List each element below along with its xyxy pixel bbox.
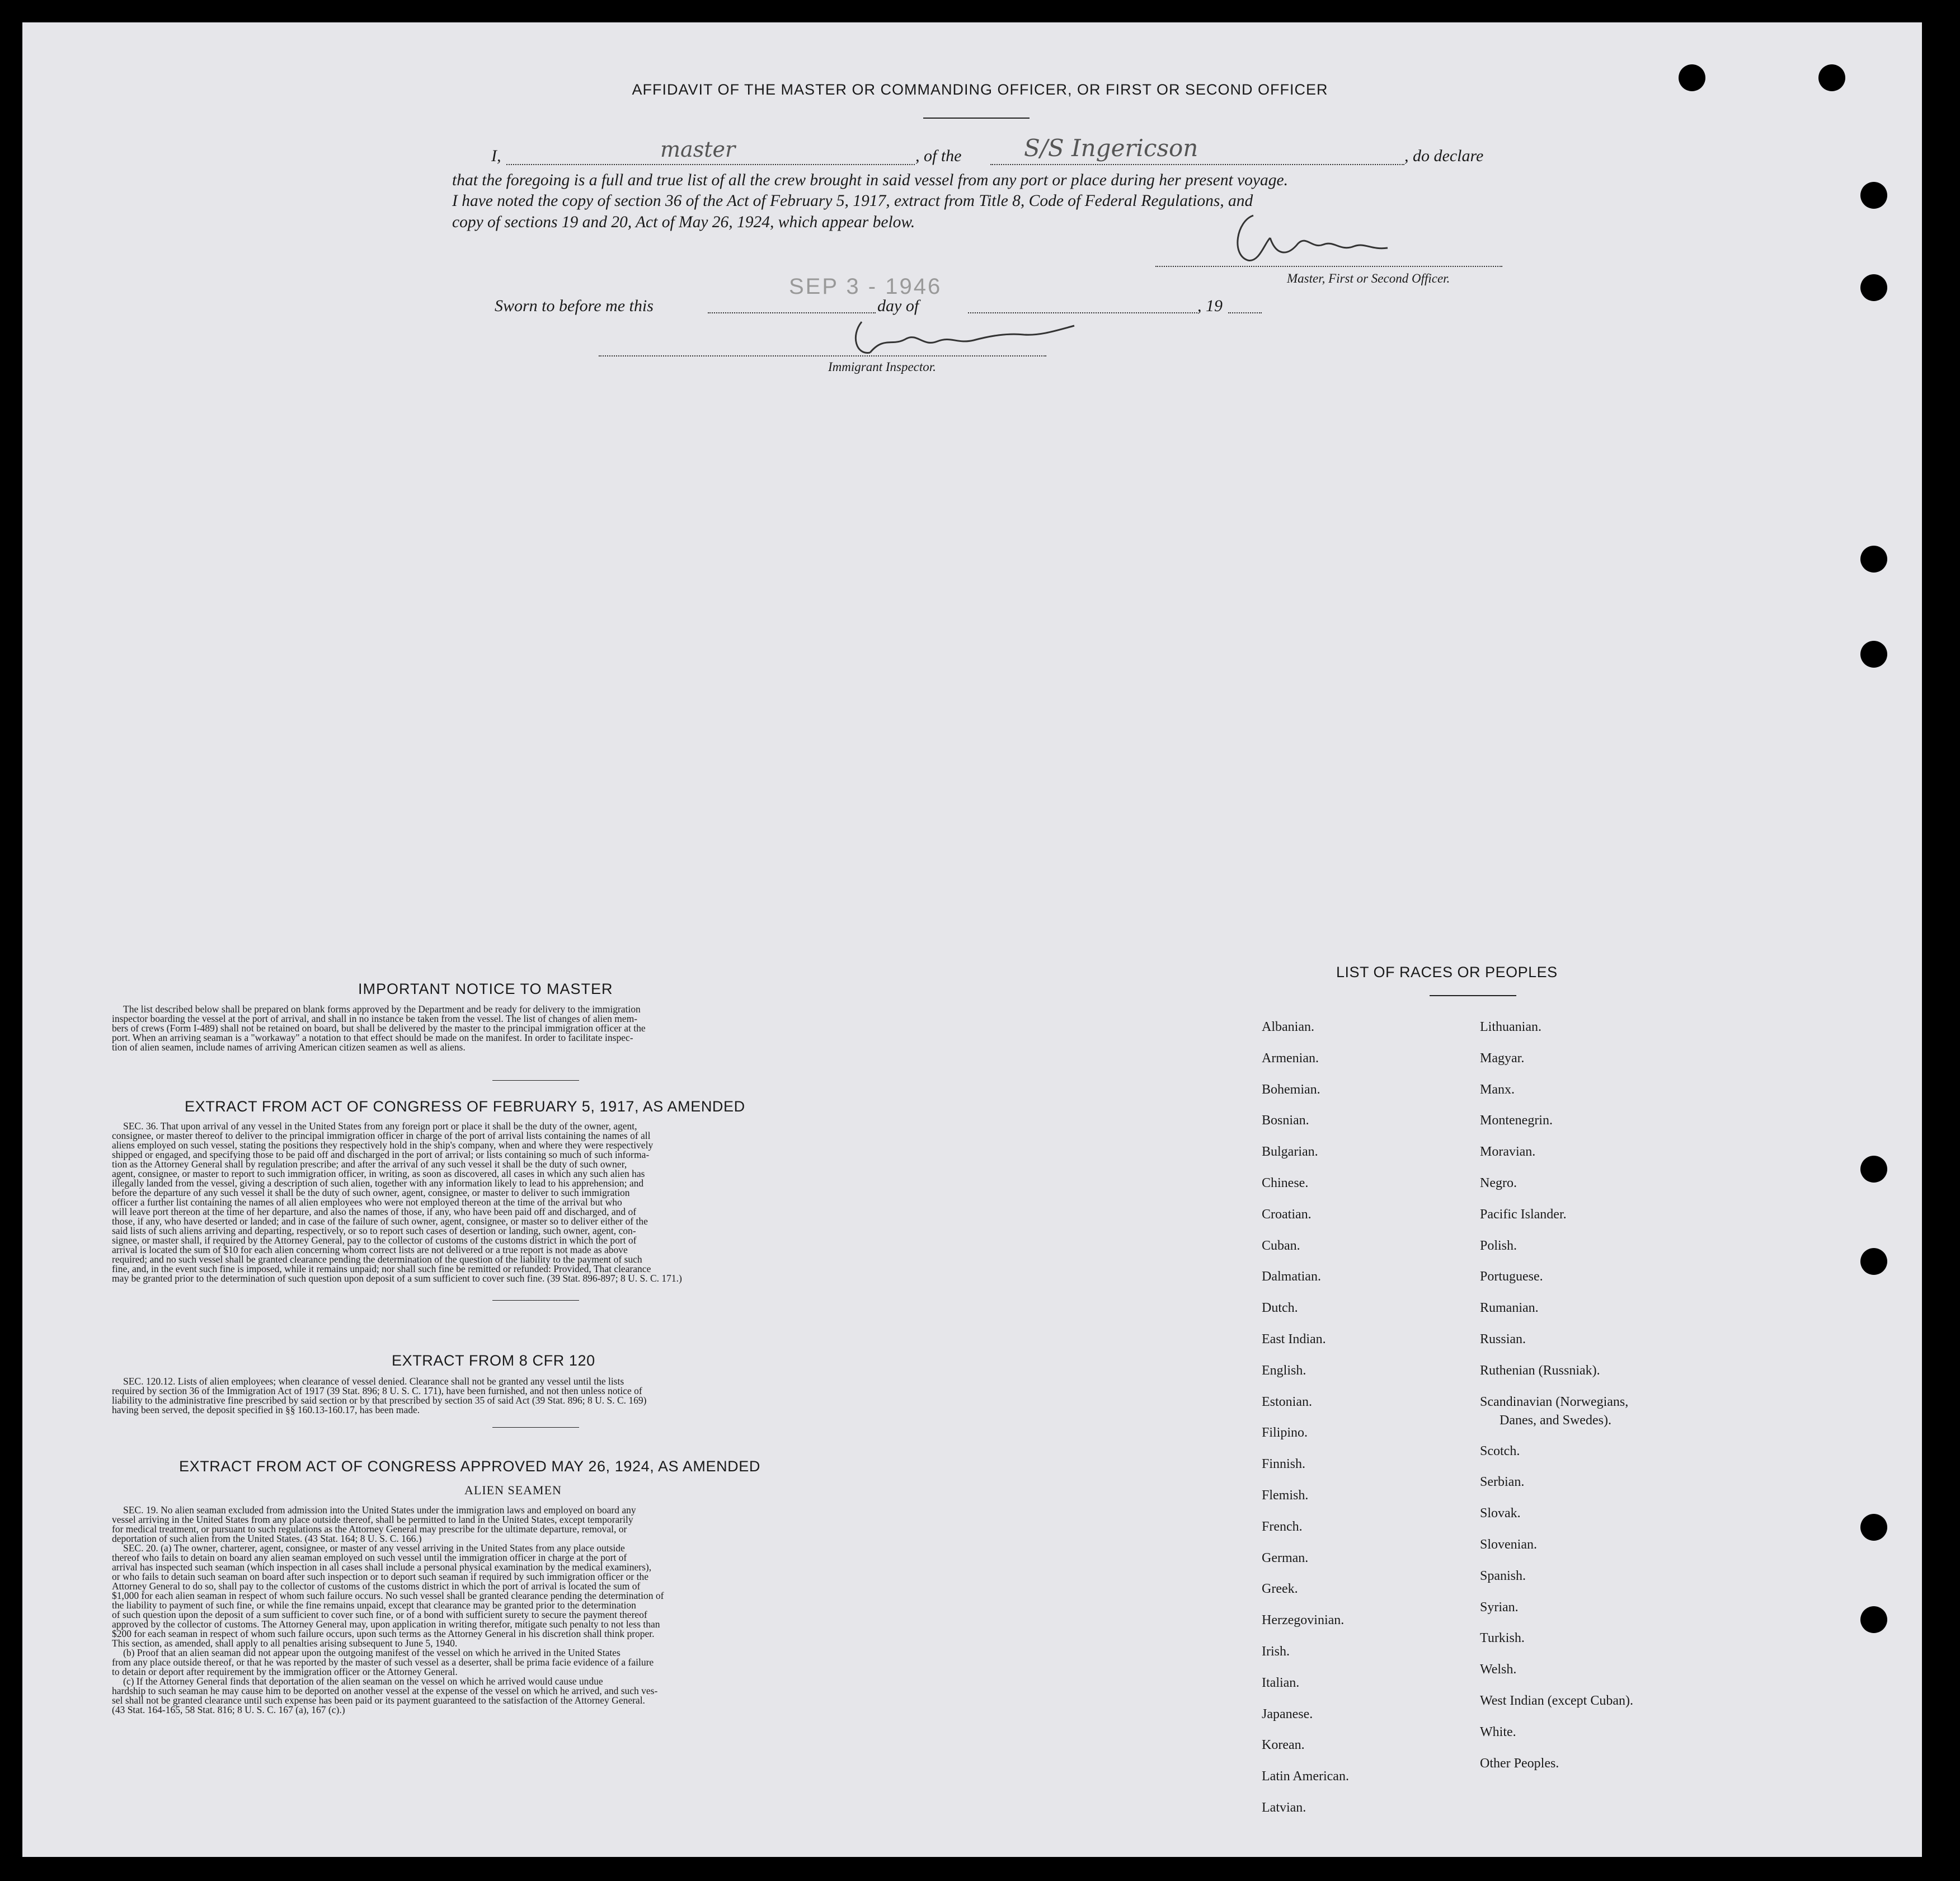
race-item: Latin American. — [1262, 1769, 1349, 1784]
extract-1917-line: will leave port thereon at the time of her departure, and also the names of those, if any, who have been paid off and discharged, and of — [112, 1206, 637, 1217]
race-item: Cuban. — [1262, 1238, 1300, 1253]
race-item: Korean. — [1262, 1738, 1305, 1753]
race-item: Spanish. — [1480, 1568, 1526, 1583]
extract-1924-line: Attorney General to do so, shall pay to the collector of customs of the customs district in which the port of arrival is located the sum of — [112, 1580, 641, 1592]
extract-1924-line: (43 Stat. 164-165, 58 Stat. 816; 8 U. S. C. 167 (a), 167 (c).) — [112, 1704, 345, 1715]
vessel-field-line — [990, 164, 1404, 165]
race-item: Slovak. — [1480, 1506, 1521, 1521]
extract-1917-line: tion as the Attorney General shall by regulation prescribe; and after the arrival of any such vessel it shall be the duty of such owner, — [112, 1158, 627, 1170]
inspector-caption: Immigrant Inspector. — [828, 360, 936, 374]
race-item: Scandinavian (Norwegians, — [1480, 1394, 1629, 1409]
extract-1924-body — [112, 1505, 934, 1715]
race-item: Slovenian. — [1480, 1537, 1537, 1552]
extract-1917-line: agent, consignee, or master to report to such immigration officer, in writing, as soon as discovered, all cases in which any such alien has — [112, 1168, 645, 1179]
extract-1924-line: to detain or deport after requirement by the immigration officer or the Attorney General. — [112, 1666, 458, 1677]
notice-rule — [492, 1080, 579, 1081]
race-item: Greek. — [1262, 1582, 1298, 1597]
affidavit-title: AFFIDAVIT OF THE MASTER OR COMMANDING OFFICER, OR FIRST OR SECOND OFFICER — [632, 81, 1328, 98]
race-item: Dalmatian. — [1262, 1269, 1321, 1284]
extract-cfr-line: required by section 36 of the Immigration Act of 1917 (39 Stat. 896; 8 U. S. C. 171), have been furnished, and not then unless notice of — [112, 1385, 642, 1396]
punch-hole — [1860, 1606, 1887, 1633]
race-item: Portuguese. — [1480, 1269, 1543, 1284]
extract-cfr-rule — [492, 1427, 579, 1428]
race-item: Polish. — [1480, 1238, 1517, 1253]
race-item: Welsh. — [1480, 1662, 1517, 1677]
extract-cfr-body — [112, 1377, 926, 1415]
handwritten-rank: master — [660, 137, 736, 162]
race-item: Chinese. — [1262, 1175, 1309, 1190]
race-item: Irish. — [1262, 1644, 1290, 1659]
extract-1924-line: for medical treatment, or pursuant to such regulations as the Attorney General may prescribe for the ultimate departure, removal, or — [112, 1523, 627, 1535]
punch-hole — [1860, 274, 1887, 301]
master-signature — [1214, 204, 1438, 271]
extract-1917-line: illegally landed from the vessel, giving a description of such alien, together with any information likely to lead to his apprehension; and — [112, 1178, 644, 1189]
race-item: Latvian. — [1262, 1800, 1306, 1815]
races-rule — [1430, 995, 1516, 996]
date-stamp: SEP 3 - 1946 — [789, 274, 942, 299]
affidavit-of-the-label: , of the — [915, 147, 962, 165]
race-item: Pacific Islander. — [1480, 1207, 1567, 1222]
race-item: Bosnian. — [1262, 1113, 1309, 1128]
punch-hole — [1860, 1156, 1887, 1183]
extract-1924-line: vessel arriving in the United States from any place outside thereof, shall be permitted to land in the United States, except temporarily — [112, 1514, 633, 1525]
extract-1917-line: before the departure of any such vessel it shall be the duty of such owner, agent, consignee, or master to deliver to such immigration — [112, 1187, 630, 1198]
extract-1924-line: the liability to payment of such fine, or while the fine remains unpaid, except that clearance may be granted prior to the determination — [112, 1599, 636, 1611]
race-item: French. — [1262, 1519, 1303, 1534]
extract-1917-line: those, if any, who have deserted or landed; and in case of the failure of such owner, agent, consignee, or master so to deliver either of the — [112, 1216, 648, 1227]
handwritten-vessel: S/S Ingericson — [1024, 134, 1198, 162]
extract-1924-line: SEC. 19. No alien seaman excluded from admission into the United States under the immigration laws and employed on board any — [123, 1504, 636, 1516]
master-signature-line — [1155, 266, 1502, 267]
race-item: Estonian. — [1262, 1394, 1312, 1409]
notice-line: tion of alien seamen, include names of arriving American citizen seamen as well as aliens. — [112, 1042, 466, 1053]
race-item: Bulgarian. — [1262, 1144, 1318, 1160]
affidavit-i-label: I, — [491, 147, 501, 165]
extract-1917-line: said lists of such aliens arriving and departing, respectively, or so to report such cases of desertion or landing, such owner, agent, con- — [112, 1225, 636, 1236]
race-item: Other Peoples. — [1480, 1756, 1559, 1771]
race-item: Flemish. — [1262, 1488, 1309, 1503]
races-right-column — [1480, 1012, 1633, 1779]
race-item: German. — [1262, 1550, 1309, 1565]
affidavit-do-declare: , do declare — [1404, 147, 1484, 165]
extract-1917-line: officer a further list containing the names of all alien employees who were not employed thereon at the time of the arrival but who — [112, 1197, 622, 1208]
extract-1924-line: SEC. 20. (a) The owner, charterer, agent, consignee, or master of any vessel arriving in the United States from any place outside — [123, 1542, 625, 1554]
master-caption: Master, First or Second Officer. — [1287, 271, 1450, 285]
extract-1917-line: fine, and, in the event such fine is imposed, while it remains unpaid; nor shall such fine be remitted or refunded: Provided, That clearance — [112, 1263, 651, 1274]
extract-1917-line: SEC. 36. That upon arrival of any vessel in the United States from any foreign port or place it shall be the duty of the owner, agent, — [123, 1120, 637, 1132]
punch-hole — [1860, 182, 1887, 209]
extract-1917-line: required; and no such vessel shall be granted clearance pending the determination of the question of the liability to the payment of such — [112, 1254, 642, 1265]
race-item: Finnish. — [1262, 1457, 1306, 1472]
extract-1924-line: from any place outside thereof, or that he was reported by the master of such vessel as a deserter, shall be prima facie evidence of a failure — [112, 1657, 654, 1668]
sworn-label: Sworn to before me this — [495, 297, 654, 315]
inspector-signature-line — [599, 355, 1046, 357]
extract-1924-line: of such question upon the deposit of a sum sufficient to cover such fine, or of a bond with sufficient surety to secure the payment thereof — [112, 1609, 647, 1620]
race-item: Russian. — [1480, 1331, 1526, 1347]
races-left-column — [1262, 1012, 1349, 1824]
notice-line: inspector boarding the vessel at the port of arrival, and shall in no instance be taken from the vessel. The list of changes of alien mem- — [112, 1013, 638, 1024]
extract-1924-subtitle: ALIEN SEAMEN — [464, 1483, 562, 1497]
race-item: Scotch. — [1480, 1443, 1520, 1458]
notice-line: bers of crews (Form I-489) shall not be retained on board, but shall be delivered by the master to the principal immigration officer at the — [112, 1022, 646, 1034]
race-item: Turkish. — [1480, 1631, 1525, 1646]
race-item: Negro. — [1480, 1175, 1517, 1190]
extract-1917-line: arrival is located the sum of $10 for each alien concerning whom correct lists are not delivered or a true report is not made as above — [112, 1244, 628, 1255]
rank-field-line — [506, 164, 915, 165]
affidavit-line-2: I have noted the copy of section 36 of the Act of February 5, 1917, extract from Title 8, Code of Federal Regulations, and — [452, 192, 1253, 210]
race-item: Ruthenian (Russniak). — [1480, 1363, 1600, 1378]
extract-1924-line: hardship to such seaman he may cause him to be deported on another vessel at the expense of the vessel on which he arrived, and such ves- — [112, 1685, 658, 1696]
extract-1924-line: $1,000 for each alien seaman in respect of whom such failure occurs. No such vessel shall be granted clearance pending the determination of — [112, 1590, 664, 1601]
race-item: Herzegovinian. — [1262, 1613, 1345, 1628]
extract-1924-line: deportation of such alien from the United States. (43 Stat. 164; 8 U. S. C. 166.) — [112, 1533, 422, 1544]
punch-hole — [1860, 1248, 1887, 1275]
race-item: White. — [1480, 1724, 1516, 1739]
race-item: East Indian. — [1262, 1331, 1326, 1347]
extract-1924-line: $200 for each seaman in respect of whom such failure occurs, upon such terms as the Attorney General in his discretion shall think proper. — [112, 1628, 655, 1639]
extract-1917-line: consignee, or master thereof to deliver to the principal immigration officer in charge of the port of arrival lists containing the names of all — [112, 1130, 651, 1141]
race-item: Bohemian. — [1262, 1082, 1320, 1097]
extract-1924-line: or who fails to detain such seaman on board after such inspection or to deport such seaman if required by such immigration officer or the — [112, 1571, 648, 1582]
race-item: Montenegrin. — [1480, 1113, 1553, 1128]
extract-1924-line: arrival has inspected such seaman (which inspection in all cases shall include a personal physical examination by the medical examiners), — [112, 1561, 652, 1573]
extract-1924-line: approved by the collector of customs. The Attorney General may, upon application in writing therefor, mitigate such penalty to not less than — [112, 1619, 660, 1630]
extract-1924-title: EXTRACT FROM ACT OF CONGRESS APPROVED MAY 26, 1924, AS AMENDED — [179, 1458, 760, 1475]
punch-hole — [1860, 1514, 1887, 1541]
race-item: Armenian. — [1262, 1050, 1319, 1066]
race-item: Filipino. — [1262, 1425, 1308, 1441]
notice-line: port. When an arriving seaman is a "workaway" a notation to that effect should be made on the manifest. In order to facilitate inspec- — [112, 1032, 633, 1043]
punch-hole — [1860, 546, 1887, 573]
extract-1924-line: (b) Proof that an alien seaman did not appear upon the outgoing manifest of the vessel on which he arrived in the United States — [123, 1647, 621, 1658]
extract-1917-body — [112, 1122, 926, 1283]
extract-cfr-line: liability to the administrative fine prescribed by said section or by that prescribed by section 35 of said Act (39 Stat. 896; 8 U. S. C. 169) — [112, 1395, 647, 1406]
notice-line: The list described below shall be prepared on blank forms approved by the Department and be ready for delivery to the immigration — [123, 1003, 641, 1015]
extract-1924-line: (c) If the Attorney General finds that deportation of the alien seaman on the vessel on which he arrived would cause undue — [123, 1676, 603, 1687]
extract-1917-line: signee, or master shall, if required by the Attorney General, pay to the collector of customs of the customs district in which the port of — [112, 1235, 637, 1246]
extract-1917-rule — [492, 1300, 579, 1301]
sworn-day-of: day of — [877, 297, 919, 315]
notice-body — [112, 1005, 920, 1052]
title-rule — [923, 118, 1030, 119]
race-item: Lithuanian. — [1480, 1020, 1541, 1034]
race-item: Japanese. — [1262, 1706, 1313, 1721]
punch-hole — [1860, 641, 1887, 668]
extract-1917-line: may be granted prior to the determination of such question upon deposit of a sum sufficient to cover such fine. (39 Stat. 896-897; 8 U. S. C. 171.) — [112, 1273, 682, 1284]
race-item: English. — [1262, 1363, 1306, 1378]
extract-1917-title: EXTRACT FROM ACT OF CONGRESS OF FEBRUARY 5, 1917, AS AMENDED — [185, 1098, 745, 1115]
race-item: Dutch. — [1262, 1301, 1298, 1316]
extract-1924-line: sel shall not be granted clearance until such expense has been paid or its payment guaranteed to the satisfaction of the Attorney General. — [112, 1695, 645, 1706]
sworn-year-prefix: , 19 — [1197, 297, 1223, 315]
race-item: Italian. — [1262, 1675, 1300, 1690]
race-item: West Indian (except Cuban). — [1480, 1693, 1633, 1708]
extract-1924-line: This section, as amended, shall apply to all penalties arising subsequent to June 5, 1940. — [112, 1638, 458, 1649]
extract-1924-line: thereof who fails to detain on board any alien seaman employed on such vessel until the immigration officer in charge at the port of — [112, 1552, 627, 1563]
race-item: Serbian. — [1480, 1475, 1525, 1490]
race-item: Danes, and Swedes). — [1500, 1413, 1611, 1428]
extract-1917-line: aliens employed on such vessel, stating the positions they respectively hold in the ship's company, when and where they were respectively — [112, 1139, 654, 1151]
races-title: LIST OF RACES OR PEOPLES — [1336, 964, 1558, 981]
race-item: Croatian. — [1262, 1207, 1312, 1222]
race-item-multiline — [1480, 1387, 1633, 1436]
race-item: Syrian. — [1480, 1599, 1519, 1615]
race-item: Manx. — [1480, 1082, 1515, 1097]
affidavit-line-3: copy of sections 19 and 20, Act of May 26, 1924, which appear below. — [452, 213, 915, 231]
affidavit-line-1: that the foregoing is a full and true list of all the crew brought in said vessel from any port or place during her present voyage. — [452, 171, 1288, 189]
extract-cfr-line: having been served, the deposit specified in §§ 160.13-160.17, has been made. — [112, 1404, 420, 1415]
notice-title: IMPORTANT NOTICE TO MASTER — [358, 981, 613, 997]
race-item: Moravian. — [1480, 1144, 1536, 1160]
extract-1917-line: shipped or engaged, and specifying those to be paid off and discharged in the port of arrival; or lists containing so much of such informa- — [112, 1149, 650, 1160]
extract-cfr-title: EXTRACT FROM 8 CFR 120 — [392, 1352, 595, 1369]
race-item: Magyar. — [1480, 1050, 1525, 1066]
extract-cfr-line: SEC. 120.12. Lists of alien employees; when clearance of vessel denied. Clearance shall not be granted any vessel until the lists — [123, 1376, 624, 1387]
sworn-year-line — [1228, 312, 1262, 313]
race-item: Albanian. — [1262, 1020, 1314, 1034]
race-item: Rumanian. — [1480, 1301, 1539, 1316]
